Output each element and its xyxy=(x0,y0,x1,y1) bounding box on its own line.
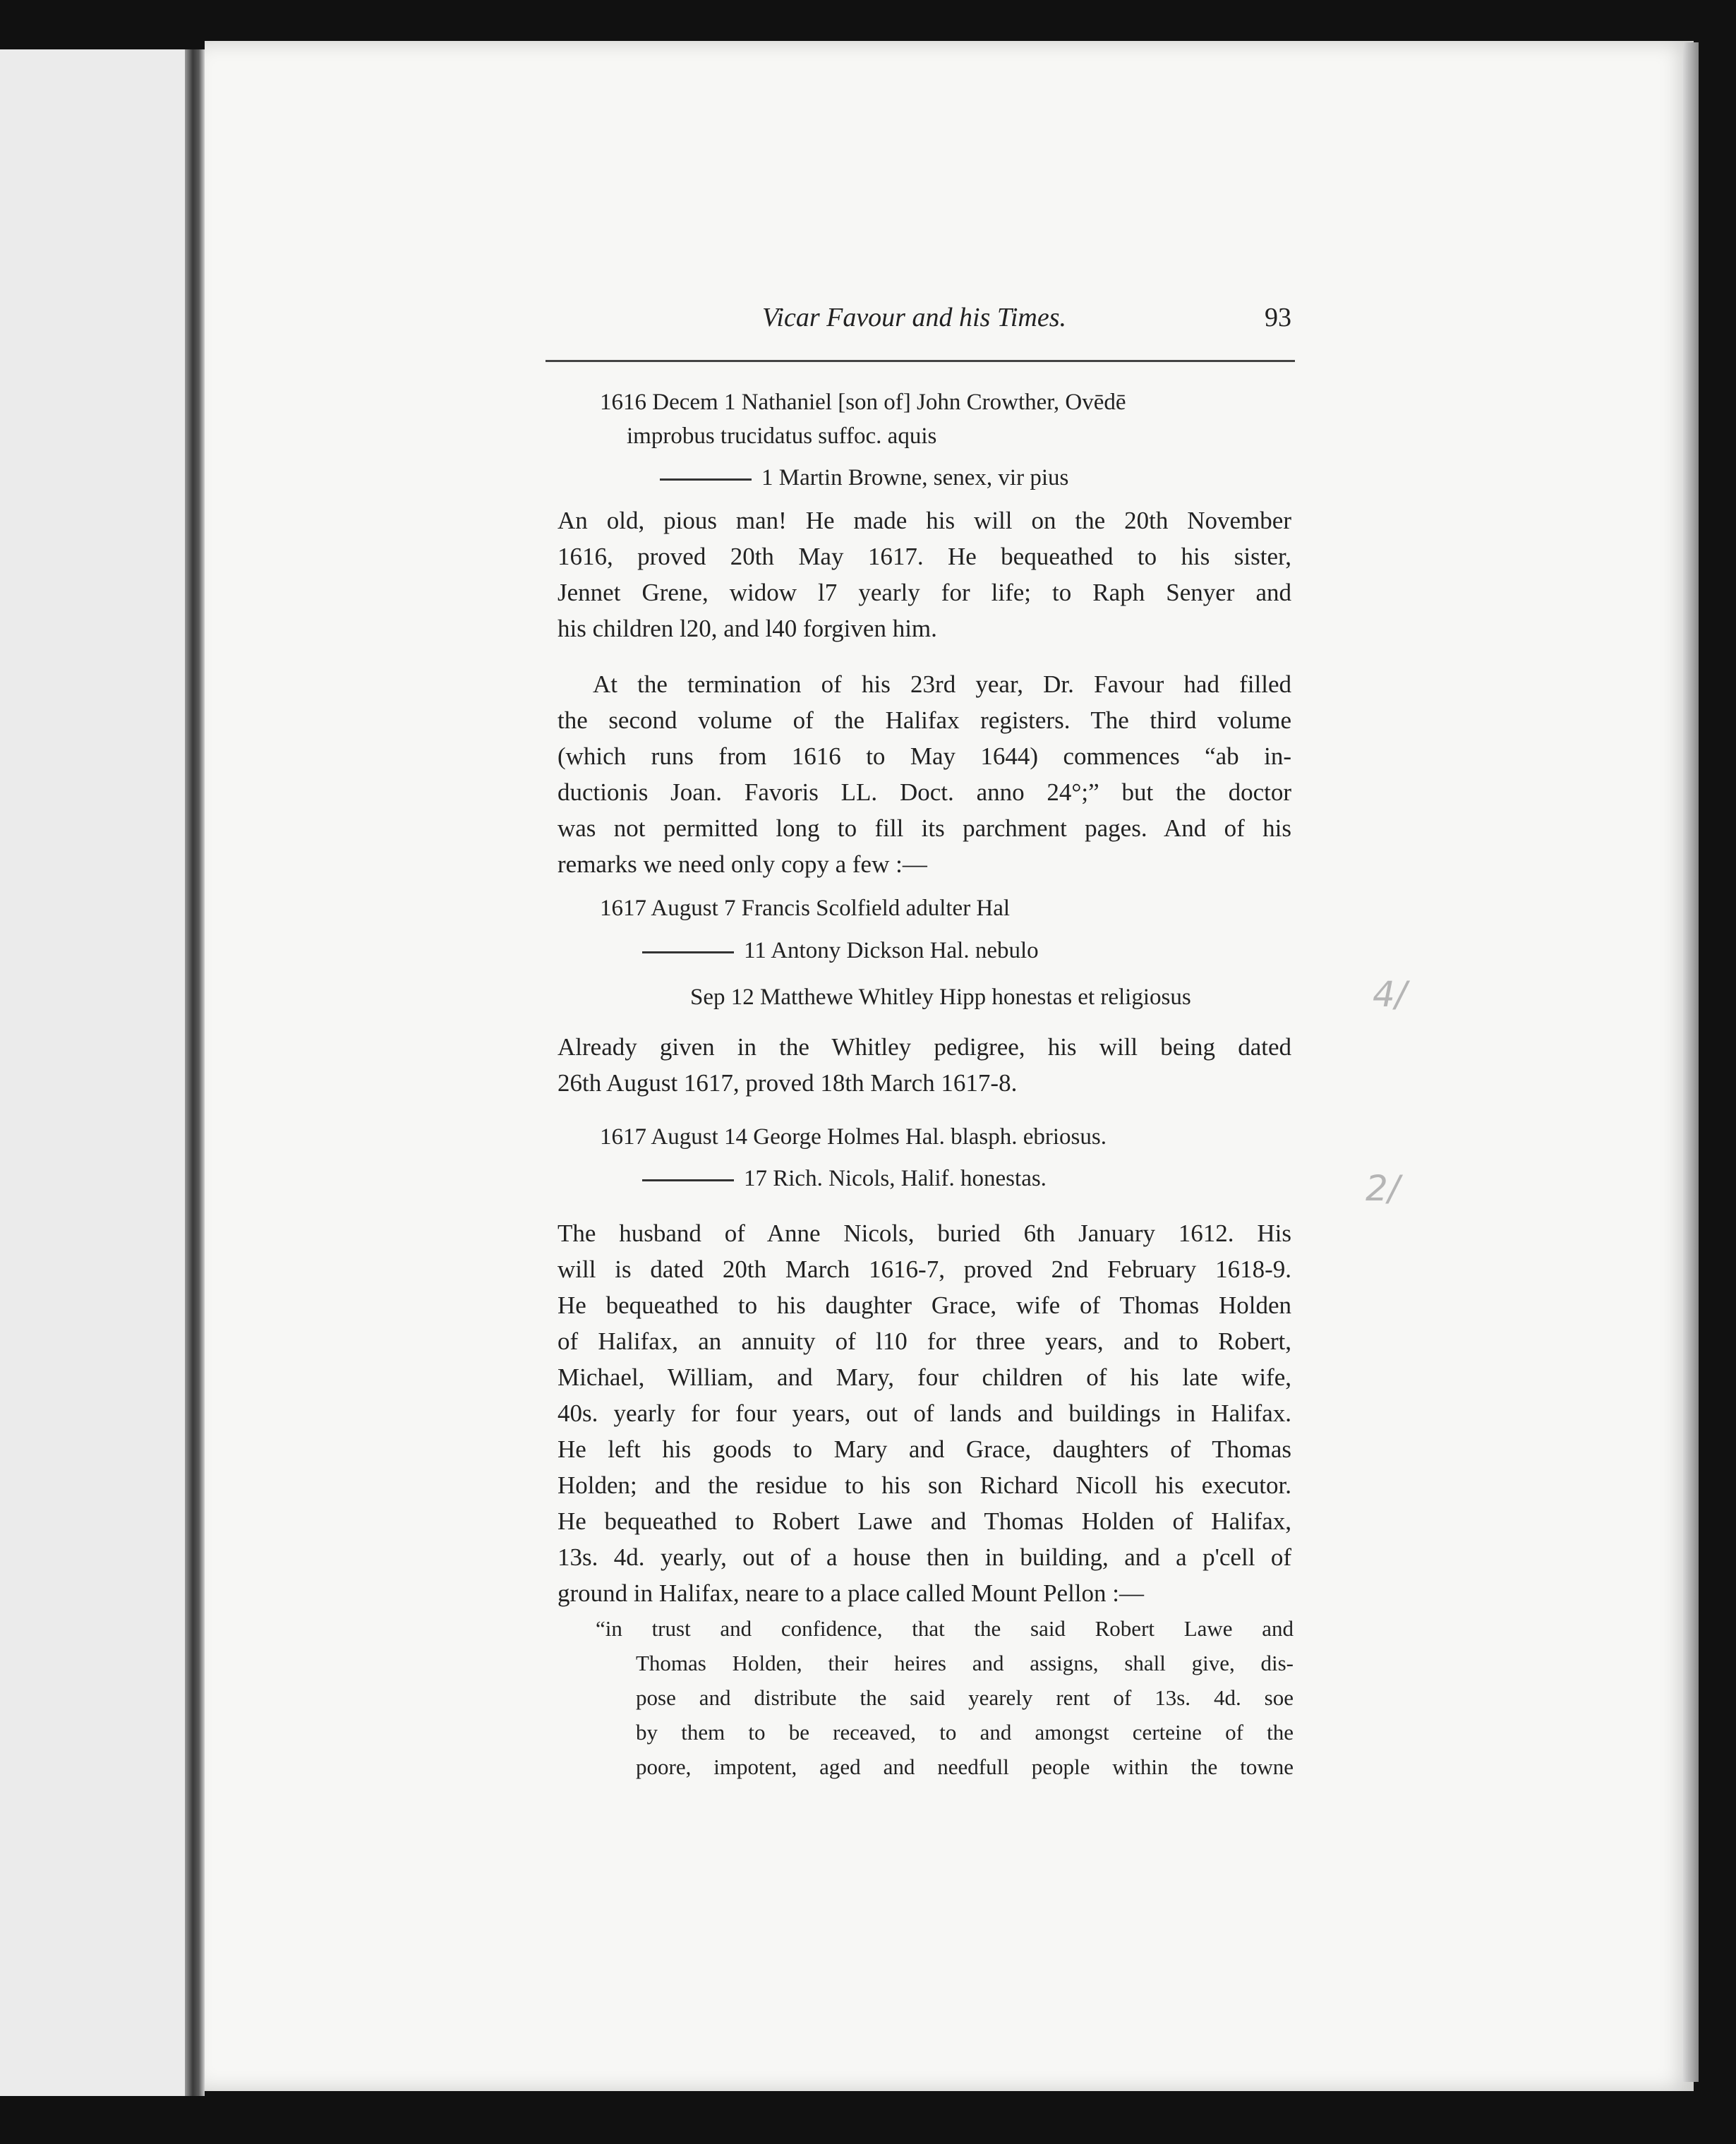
paragraph-whitley xyxy=(557,1029,1291,1101)
text-line: 26th August 1617, proved 18th March 1617-8. xyxy=(557,1069,1018,1097)
register-entry: 1 Martin Browne, senex, vir pius xyxy=(660,460,1068,495)
text-line: (which runs from 1616 to May 1644) commences “ab in- xyxy=(557,742,1291,770)
text-line: Michael, William, and Mary, four children of his late wife, xyxy=(557,1363,1291,1391)
block-quote xyxy=(596,1611,1294,1784)
register-entry: 1617 August 14 George Holmes Hal. blasph. ebriosus. xyxy=(600,1124,1107,1150)
text-line: He left his goods to Mary and Grace, daughters of Thomas xyxy=(557,1435,1291,1463)
facing-page xyxy=(0,49,194,2096)
paragraph-registers xyxy=(557,666,1291,882)
text-line: He bequeathed to Robert Lawe and Thomas Holden of Halifax, xyxy=(557,1507,1291,1535)
register-entry: 17 Rich. Nicols, Halif. honestas. xyxy=(642,1161,1047,1196)
book-spine xyxy=(185,49,205,2096)
text-line: He bequeathed to his daughter Grace, wife of Thomas Holden xyxy=(557,1291,1291,1319)
running-title: Vicar Favour and his Times. xyxy=(762,303,1067,332)
text-line: 1616, proved 20th May 1617. He bequeathed to his sister, xyxy=(557,543,1291,570)
quote-line: poore, impotent, aged and needfull people within the towne xyxy=(636,1754,1294,1779)
margin-note: 2/ xyxy=(1366,1168,1400,1209)
text-line: At the termination of his 23rd year, Dr. Favour had filled xyxy=(593,670,1291,698)
text-line: Already given in the Whitley pedigree, his will being dated xyxy=(557,1033,1291,1061)
quote-line: “in trust and confidence, that the said Robert Lawe and xyxy=(596,1616,1294,1641)
margin-note: 4/ xyxy=(1373,974,1407,1015)
text-line: An old, pious man! He made his will on the 20th November xyxy=(557,507,1291,534)
paragraph-will-browne xyxy=(557,502,1291,646)
register-entry: 1616 Decem 1 Nathaniel [son of] John Crowther, Ovēdē xyxy=(600,390,1126,415)
text-line: will is dated 20th March 1616-7, proved 2nd February 1618-9. xyxy=(557,1255,1291,1283)
ditto-dash xyxy=(660,478,752,481)
ditto-dash xyxy=(642,951,734,953)
register-entry: Sep 12 Matthewe Whitley Hipp honestas et religiosus xyxy=(690,984,1191,1010)
ditto-dash xyxy=(642,1179,734,1181)
text-line: The husband of Anne Nicols, buried 6th January 1612. His xyxy=(557,1219,1291,1247)
text-line: 13s. 4d. yearly, out of a house then in building, and a p'cell of xyxy=(557,1543,1291,1571)
page-edge xyxy=(1683,42,1699,2082)
register-entry: 1617 August 7 Francis Scolfield adulter Hal xyxy=(600,896,1011,921)
quote-line: Thomas Holden, their heires and assigns, shall give, dis- xyxy=(636,1651,1294,1675)
text-line: was not permitted long to fill its parchment pages. And of his xyxy=(557,814,1291,842)
text-line: ground in Halifax, neare to a place called Mount Pellon :— xyxy=(557,1579,1144,1607)
quote-line: by them to be receaved, to and amongst certeine of the xyxy=(636,1720,1294,1745)
header-rule xyxy=(545,360,1295,362)
page-header xyxy=(762,302,1291,344)
page-number: 93 xyxy=(1265,303,1291,332)
text-line: Holden; and the residue to his son Richard Nicoll his executor. xyxy=(557,1471,1291,1499)
quote-line: pose and distribute the said yearely rent of 13s. 4d. soe xyxy=(636,1685,1294,1710)
text-line: 40s. yearly for four years, out of lands and buildings in Halifax. xyxy=(557,1399,1291,1427)
text-line: his children l20, and l40 forgiven him. xyxy=(557,615,937,642)
text-line: ductionis Joan. Favoris LL. Doct. anno 24°;” but the doctor xyxy=(557,778,1291,806)
text-line: remarks we need only copy a few :— xyxy=(557,850,927,878)
register-entry: 11 Antony Dickson Hal. nebulo xyxy=(642,933,1039,968)
text-line: the second volume of the Halifax registers. The third volume xyxy=(557,706,1291,734)
text-line: of Halifax, an annuity of l10 for three years, and to Robert, xyxy=(557,1327,1291,1355)
register-entry: improbus trucidatus suffoc. aquis xyxy=(627,423,937,449)
text-line: Jennet Grene, widow l7 yearly for life; to Raph Senyer and xyxy=(557,579,1291,606)
paragraph-nicols xyxy=(557,1215,1291,1611)
